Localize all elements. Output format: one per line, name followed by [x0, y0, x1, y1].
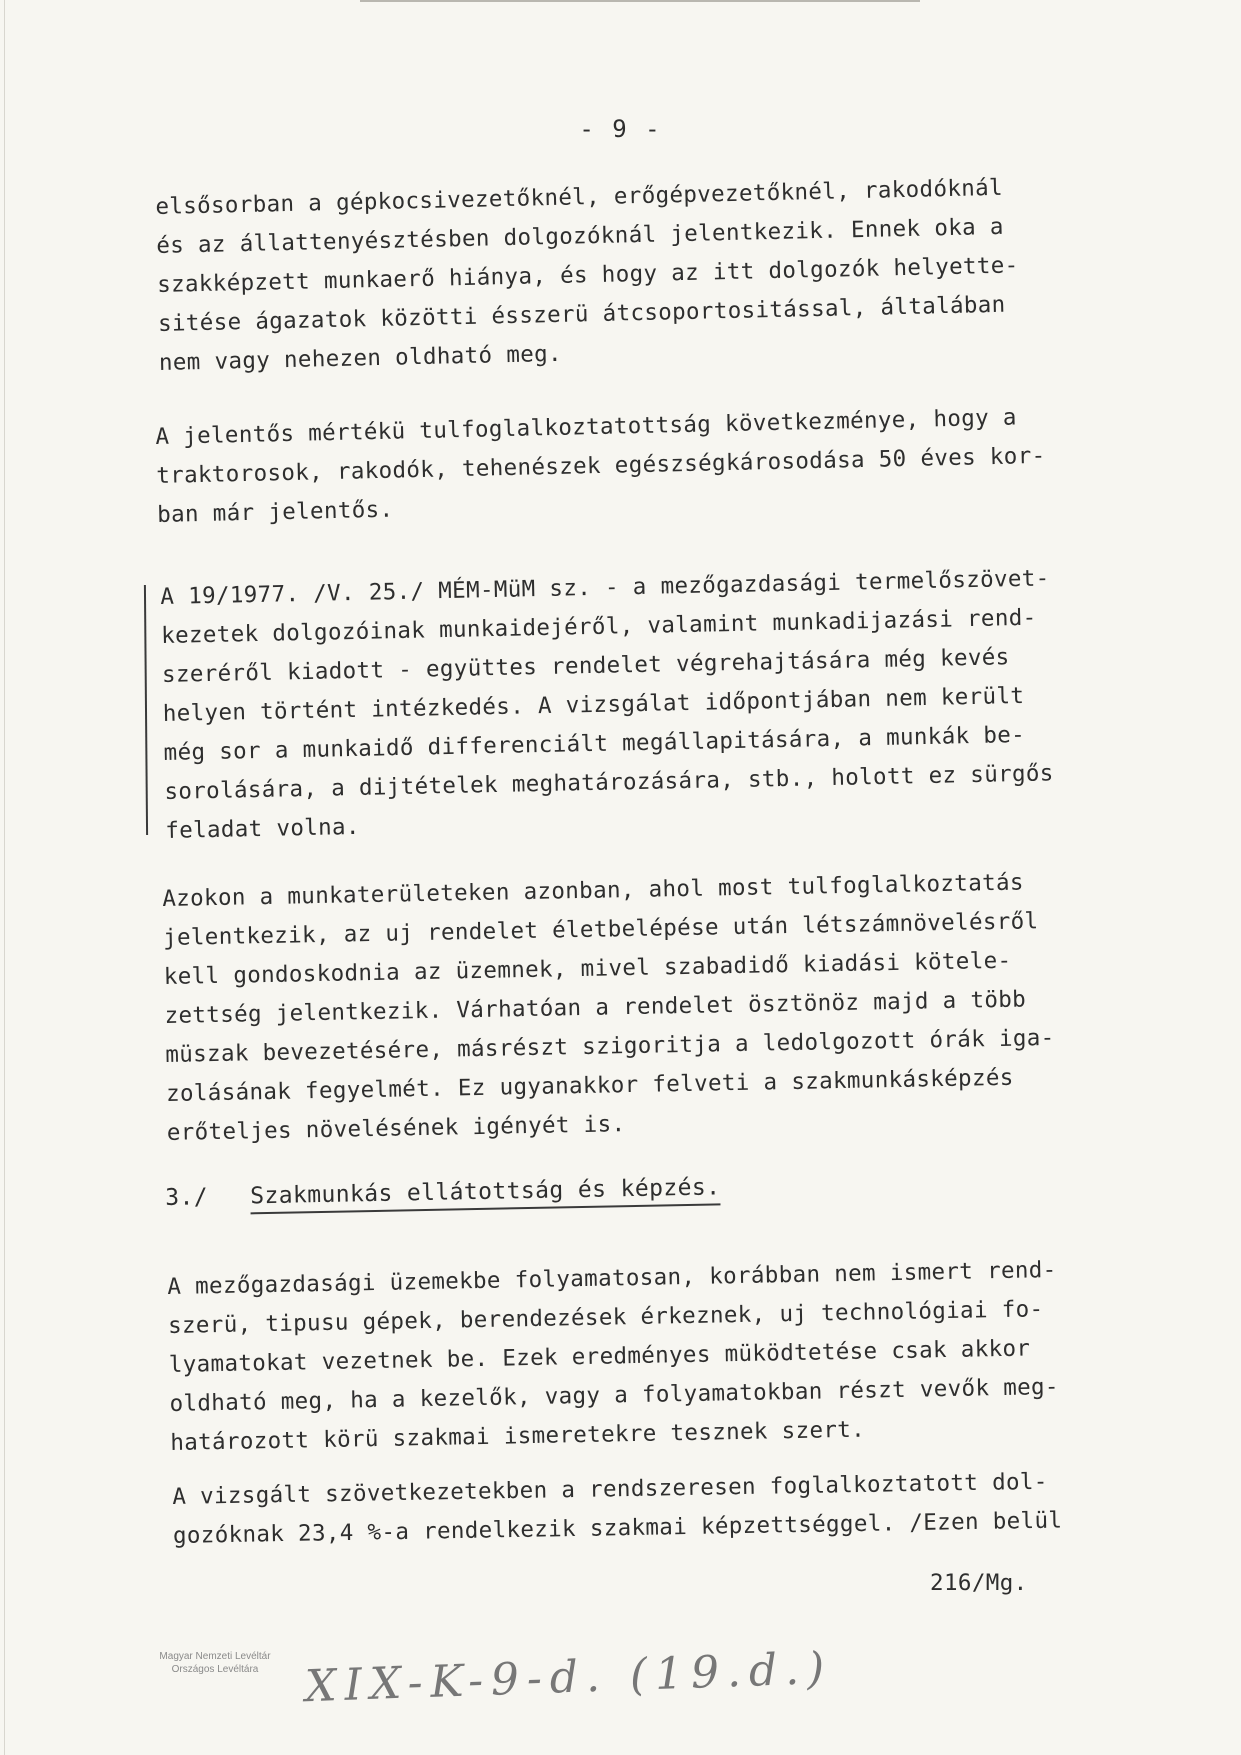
archive-stamp	[135, 1650, 295, 1676]
text-line: elsősorban a gépkocsivezetőknél, erőgépvezetőknél, rakodóknál	[155, 174, 1004, 220]
text-line: A mezőgazdasági üzemekbe folyamatosan, korábban nem ismert rend-	[167, 1256, 1057, 1300]
text-line: traktorosok, rakodók, tehenészek egészségkárosodása 50 éves kor-	[156, 442, 1046, 489]
text-line: határozott körü szakmai ismeretekre tesznek szert.	[170, 1416, 866, 1456]
paragraph-3	[160, 557, 1175, 851]
text-line: erőteljes növelésének igényét is.	[166, 1111, 626, 1146]
text-line: müszak bevezetésére, másrészt szigoritja a ledolgozott órák iga-	[165, 1024, 1055, 1068]
text-line: kezetek dolgozóinak munkaidejéről, valamint munkadijazási rend-	[160, 604, 1037, 649]
stamp-line-1: Magyar Nemzeti Levéltár	[159, 1651, 271, 1662]
paper-edge-left	[4, 0, 5, 1755]
text-line: szerü, tipusu gépek, berendezések érkeznek, uj technológiai fo-	[167, 1296, 1044, 1339]
text-line: kell gondoskodnia az üzemnek, mivel szabadidő kiadási kötele-	[163, 947, 1012, 990]
text-line: A jelentős mértékü tulfoglalkoztatottság következménye, hogy a	[155, 404, 1018, 450]
text-line: szeréről kiadott - együttes rendelet végrehajtására még kevés	[161, 644, 1010, 688]
text-line: ban már jelentős.	[156, 496, 394, 528]
text-line: szakképzett munkaerő hiánya, és hogy az itt dolgozók helyette-	[156, 252, 1019, 298]
text-line: nem vagy nehezen oldható meg.	[158, 340, 563, 376]
paragraph-5	[167, 1249, 1181, 1463]
paragraph-1	[155, 165, 1169, 383]
stamp-line-2: Országos Levéltára	[171, 1664, 259, 1675]
margin-marker-line	[144, 585, 148, 835]
handwritten-archive-code: XIX-K-9-d. (19.d.)	[304, 1642, 834, 1713]
section-number: 3./	[165, 1184, 209, 1211]
text-line: gozóknak 23,4 %-a rendelkezik szakmai képzettséggel. /Ezen belül	[172, 1507, 1063, 1549]
section-heading	[165, 1174, 721, 1216]
text-line: Azokon a munkaterületeken azonban, ahol most tulfoglalkoztatás	[162, 869, 1025, 912]
text-line: és az állattenyésztésben dolgozóknál jelentkezik. Ennek oka a	[156, 213, 1005, 259]
text-line: A vizsgált szövetkezetekben a rendszeresen foglalkoztatott dol-	[172, 1468, 1048, 1510]
paragraph-4	[162, 861, 1177, 1153]
text-line: oldható meg, ha a kezelők, vagy a folyamatokban részt vevők meg-	[169, 1373, 1060, 1417]
text-line: zettség jelentkezik. Várhatóan a rendelet ösztönöz majd a több	[164, 986, 1027, 1029]
text-line: feladat volna.	[165, 813, 361, 844]
text-line: még sor a munkaidő differenciált megállapitására, a munkák be-	[163, 721, 1026, 766]
section-title: Szakmunkás ellátottság és képzés.	[250, 1174, 721, 1214]
paragraph-6	[172, 1460, 1183, 1556]
paragraph-2	[155, 395, 1167, 535]
text-line: lyamatokat vezetnek be. Ezek eredményes müködtetése csak akkor	[168, 1335, 1031, 1378]
text-line: helyen történt intézkedés. A vizsgálat időpontjában nem került	[162, 682, 1025, 727]
document-reference: 216/Mg.	[930, 1570, 1028, 1596]
text-line: zolásának fegyelmét. Ez ugyanakkor felveti a szakmunkásképzés	[165, 1064, 1014, 1107]
text-line: jelentkezik, az uj rendelet életbelépése után létszámnövelésről	[162, 908, 1039, 951]
text-line: A 19/1977. /V. 25./ MÉM-MüM sz. - a mezőgazdasági termelőszövet-	[160, 565, 1050, 610]
text-line: sorolására, a dijtételek meghatározására, stb., holott ez sürgős	[164, 760, 1054, 805]
paper-edge-top	[360, 0, 920, 2]
page-number: - 9 -	[579, 115, 662, 143]
text-line: sitése ágazatok közötti ésszerü átcsoportositással, általában	[157, 291, 1006, 337]
